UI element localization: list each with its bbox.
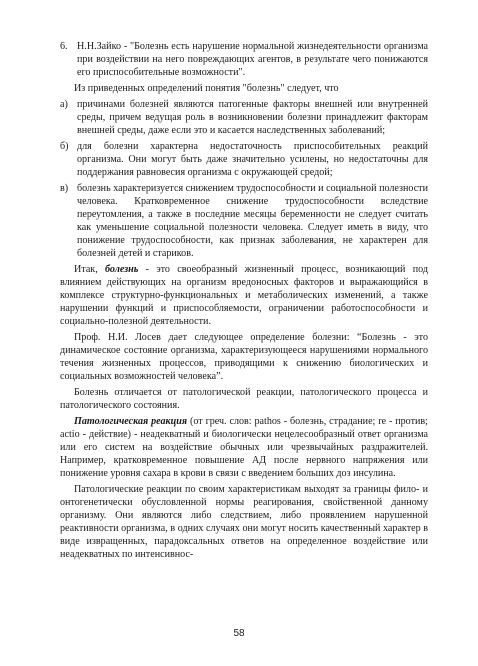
item-text: для болезни характерна недостаточность приспособительных реакций организма. Они могут быть даже значительно усилены, но недостаточны для поддержания равновесия организма с окружающей средой; (77, 141, 428, 178)
pathological-reactions-characteristics-paragraph: Патологические реакции по своим характеристикам выходят за границы фило- и онтогенетически обусловленной нормы реагирования, свойственной данному организму. Они являются либо следствием, либо проявлением нарушенной реактивности организма, в одних случаях они могут носить качественный характер в виде извращенных, парадоксальных ответов на определенное воздействие или неадекватных по интенсивнос- (60, 484, 428, 560)
text-fragment: - это своеобразный жизненный процесс, возникающий под влиянием действующих на организм вредоносных факторов и выражающийся в комплексе структурно-функциональных и метаболических изменений, а также нарушении функций и приспособляемости, ограничении работоспособности и социально-полезной деятельности. (60, 264, 428, 327)
term-pathological-reaction: Патологическая реакция (74, 416, 188, 427)
disease-definition-paragraph (60, 263, 428, 328)
item-marker: б) (60, 141, 69, 152)
page-body (60, 40, 428, 564)
item-marker: 6. (60, 41, 68, 52)
text-fragment: Итак, (74, 264, 106, 275)
conclusion-item-a (60, 98, 428, 137)
item-text: Н.Н.Зайко - "Болезнь есть нарушение нормальной жизнедеятельности организма при воздействии на него повреждающих агентов, в результате чего понижаются его приспособительные возможности". (77, 41, 428, 78)
term-disease: болезнь (105, 264, 139, 275)
page-number: 58 (233, 628, 245, 639)
item-text: причинами болезней являются патогенные факторы внешней или внутренней среды, причем ведущая роль в возникновении болезни принадлежит факторам внешней среды, даже если это и касается наследственных заболеваний; (77, 99, 428, 136)
losev-definition-paragraph: Проф. Н.И. Лосев дает следующее определение болезни: “Болезнь - это динамическое состояние организма, характеризующееся нарушениями нормального течения жизненных процессов, приводящими к снижению биологических и социальных возможностей человека”. (60, 332, 428, 382)
pathological-reaction-paragraph (60, 415, 428, 480)
conclusion-item-v (60, 182, 428, 260)
text-fragment: (от греч. слов: pathos - болезнь, страдание; re - против; actio - действие) - неадекватный и биологически нецелесообразный ответ организма или его систем на воздействие обычных или чрезвычайных раздражителей. Например, кратковременное повышение АД после нервного напряжения или понижение уровня сахара в крови в связи с введением больших доз инсулина. (60, 416, 428, 479)
definition-item-6 (60, 40, 428, 79)
item-text: болезнь характеризуется снижением трудоспособности и социальной полезности человека. Кратковременное снижение трудоспособности вследствие переутомления, а также в последние месяцы беременности не следует считать как уменьшение социальной полезности человека. Следует иметь в виду, что понижение трудоспособности, как признак заболевания, не характерен для болезней детей и стариков. (77, 183, 428, 259)
difference-paragraph: Болезнь отличается от патологической реакции, патологического процесса и патологического состояния. (60, 387, 428, 411)
item-marker: в) (60, 183, 69, 194)
item-marker: а) (60, 99, 68, 110)
intro-paragraph: Из приведенных определений понятия "болезнь" следует, что (74, 83, 339, 94)
conclusion-item-b (60, 140, 428, 179)
